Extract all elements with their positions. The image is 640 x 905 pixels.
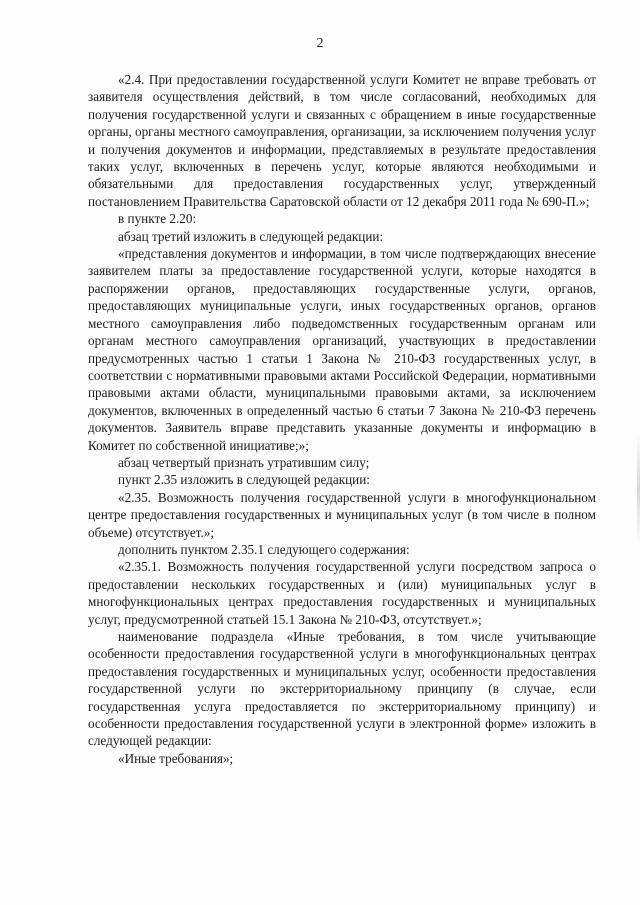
paragraph-add-2-35-1: дополнить пунктом 2.35.1 следующего содержания: [118,541,410,557]
paragraph-2-4: «2.4. При предоставлении государственной услуги Комитет не вправе требовать от заявителя осуществления действий, в том числе согласований, необходимых для получения государственной услуги и связанных с обращением в иные государственные органы, органы местного самоуправления, организации, за исключением получения услуг и получения документов и информации, представляемых в результате предоставления таких услуг, включенных в перечень услуг, которые являются необходимыми и обязательными для предоставления государственных услуг, утвержденный постановлением Правительства Саратовской области от 12 декабря 2011 года № 690-П.»; [88,72,596,209]
paragraph-abzac-third: абзац третий изложить в следующей редакции: [118,228,384,244]
page-number: 2 [316,36,324,51]
paragraph-2-35: «2.35. Возможность получения государственной услуги в многофункциональном центре предоставления государственных и муниципальных услуг (в том числе в полном объеме) отсутствует.»; [88,489,596,540]
paragraph-other-requirements: «Иные требования»; [118,750,234,766]
paragraph-abzac-fourth: абзац четвертый признать утратившим силу; [118,454,370,470]
paragraph-point-2-35: пункт 2.35 изложить в следующей редакции: [118,472,370,488]
paragraph-documents-info: «представления документов и информации, в том числе подтверждающих внесение заявителем платы за предоставление государственной услуги, которые находятся в распоряжении органов, предоставляющих государственные услуги, органов, предоставляющих муниципальные услуги, иных государственных органов, органов местного самоуправления либо подведомственных государственным органам или органам местного самоуправления организаций, участвующих в предоставлении предусмотренных частью 1 статьи 1 Закона № 210-ФЗ государственных услуг, в соответствии с нормативными правовыми актами Российской Федерации, нормативными правовыми актами области, муниципальными правовыми актами, за исключением документов, включенных в определенный частью 6 статьи 7 Закона № 210-ФЗ перечень документов. Заявитель вправе представить указанные документы и информацию в Комитет по собственной инициативе;»; [88,246,596,453]
document-body [88,71,596,767]
paragraph-subsection-title: наименование подраздела «Иные требования, в том числе учитывающие особенности предоставления государственной услуги в многофункциональных центрах предоставления государственных и муниципальных услуг, особенности предоставления государственной услуги по экстерриториальному принципу (в случае, если государственная услуга предоставляется по экстерриториальному принципу) и особенности предоставления государственной услуги в электронной форме» изложить в следующей редакции: [88,629,596,749]
paragraph-2-35-1: «2.35.1. Возможность получения государственной услуги посредством запроса о предоставлении нескольких государственных и (или) муниципальных услуг в многофункциональных центрах предоставления государственных и муниципальных услуг, предусмотренной статьей 15.1 Закона № 210-ФЗ, отсутствует.»; [88,559,596,627]
paragraph-point-2-20: в пункте 2.20: [118,211,197,227]
